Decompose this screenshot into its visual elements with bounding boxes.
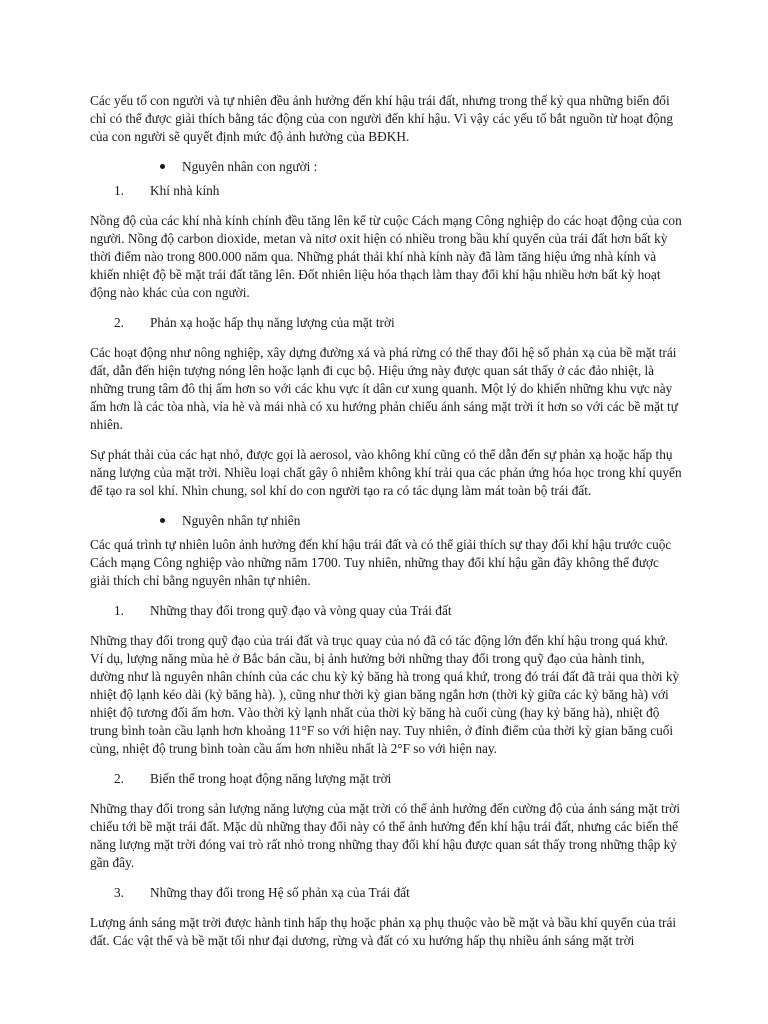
heading-text: Những thay đổi trong Hệ số phản xạ của Trái đất: [150, 885, 410, 900]
reflection-paragraph-2: Sự phát thải của các hạt nhỏ, được gọi là aerosol, vào không khí cũng có thể dẫn đến sự phản xạ hoặc hấp thụ năng lượng của mặt trời. Nhiều loại chất gây ô nhiễm không khí trải qua các phản ứng hóa học trong khí quyển để tạo ra sol khí. Nhìn chung, sol khí do con người tạo ra có tác dụng làm mát toàn bộ trái đất.: [90, 447, 682, 498]
bullet-human-causes: Nguyên nhân con người :: [90, 158, 682, 176]
heading-orbit: [90, 602, 682, 620]
heading-number: 1.: [114, 603, 124, 618]
heading-text: Khí nhà kính: [150, 183, 220, 198]
heading-reflection: [90, 314, 682, 332]
heading-text: Phản xạ hoặc hấp thụ năng lượng của mặt trời: [150, 315, 395, 330]
heading-number: 3.: [114, 885, 124, 900]
heading-solar: [90, 770, 682, 788]
heading-number: 1.: [114, 183, 124, 198]
natural-intro-paragraph: Các quá trình tự nhiên luôn ảnh hưởng đến khí hậu trái đất và có thể giải thích sự thay đổi khí hậu trước cuộc Cách mạng Công nghiệp vào những năm 1700. Tuy nhiên, những thay đổi khí hậu gần đây không thể được giải thích chỉ bằng nguyên nhân tự nhiên.: [90, 537, 672, 588]
heading-greenhouse: [90, 182, 682, 200]
reflection-paragraph-1: Các hoạt động như nông nghiệp, xây dựng đường xá và phá rừng có thể thay đổi hệ số phản xạ của bề mặt trái đất, dẫn đến hiện tượng nóng lên hoặc lạnh đi cục bộ. Hiệu ứng này được quan sát thấy ở các đảo nhiệt, là những trung tâm đô thị ấm hơn so với các khu vực ít dân cư xung quanh. Một lý do khiến những khu vực này ấm hơn là các tòa nhà, vỉa hè và mái nhà có xu hướng phản chiếu ánh sáng mặt trời ít hơn so với các bề mặt tự nhiên.: [90, 345, 678, 432]
heading-number: 2.: [114, 315, 124, 330]
heading-text: Biến thể trong hoạt động năng lượng mặt trời: [150, 771, 392, 786]
heading-text: Những thay đổi trong quỹ đạo và vòng quay của Trái đất: [150, 603, 452, 618]
orbit-paragraph: Những thay đổi trong quỹ đạo của trái đất và trục quay của nó đã có tác động lớn đến khí hậu trong quá khứ. Ví dụ, lượng năng mùa hè ở Bắc bán cầu, bị ảnh hưởng bởi những thay đổi trong quỹ đạo của hành tinh, dường như là nguyên nhân chính của các chu kỳ kỷ băng hà trong quá khứ, trong đó trái đất đã trải qua thời kỳ nhiệt độ lạnh kéo dài (kỷ băng hà). ), cũng như thời kỳ gian băng ngắn hơn (thời kỳ giữa các kỷ băng hà) với nhiệt độ tương đối ấm hơn. Vào thời kỳ lạnh nhất của thời kỳ băng hà cuối cùng (hay kỷ băng hà), nhiệt độ trung bình toàn cầu lạnh hơn khoảng 11°F so với hiện nay. Tuy nhiên, ở đỉnh điểm của thời kỳ gian băng cuối cùng, nhiệt độ trung bình toàn cầu ấm hơn nhiều nhất là 2°F so với hiện nay.: [90, 633, 680, 756]
heading-albedo: [90, 884, 682, 902]
intro-paragraph: Các yếu tố con người và tự nhiên đều ảnh hưởng đến khí hậu trái đất, nhưng trong thế kỷ qua những biến đổi chỉ có thể được giải thích bằng tác động của con người đến khí hậu. Vì vậy các yếu tố bắt nguồn từ hoạt động của con người sẽ quyết định mức độ ảnh hưởng của BĐKH.: [90, 93, 674, 144]
solar-paragraph: Những thay đổi trong sản lượng năng lượng của mặt trời có thể ảnh hưởng đến cường độ của ánh sáng mặt trời chiếu tới bề mặt trái đất. Mặc dù những thay đổi này có thể ảnh hưởng đến khí hậu trái đất, nhưng các biến thể năng lượng mặt trời đóng vai trò rất nhỏ trong những thay đổi khí hậu được quan sát thấy trong những thập kỷ gần đây.: [90, 801, 681, 870]
albedo-paragraph: Lượng ánh sáng mặt trời được hành tinh hấp thụ hoặc phản xạ phụ thuộc vào bề mặt và bầu khí quyển của trái đất. Các vật thể và bề mặt tối như đại dương, rừng và đất có xu hướng hấp thụ nhiều ánh sáng mặt trời: [90, 915, 677, 948]
bullet-natural-causes: Nguyên nhân tự nhiên: [90, 512, 682, 530]
greenhouse-paragraph: Nồng độ của các khí nhà kính chính đều tăng lên kể từ cuộc Cách mạng Công nghiệp do các hoạt động của con người. Nồng độ carbon dioxide, metan và nitơ oxit hiện có nhiều trong bầu khí quyển của trái đất hơn bất kỳ thời điểm nào trong 800.000 năm qua. Những phát thải khí nhà kính này đã làm tăng hiệu ứng nhà kính và khiến nhiệt độ bề mặt trái đất tăng lên. Đốt nhiên liệu hóa thạch làm thay đổi khí hậu nhiều hơn bất kỳ hoạt động nào khác của con người.: [90, 213, 682, 300]
heading-number: 2.: [114, 771, 124, 786]
